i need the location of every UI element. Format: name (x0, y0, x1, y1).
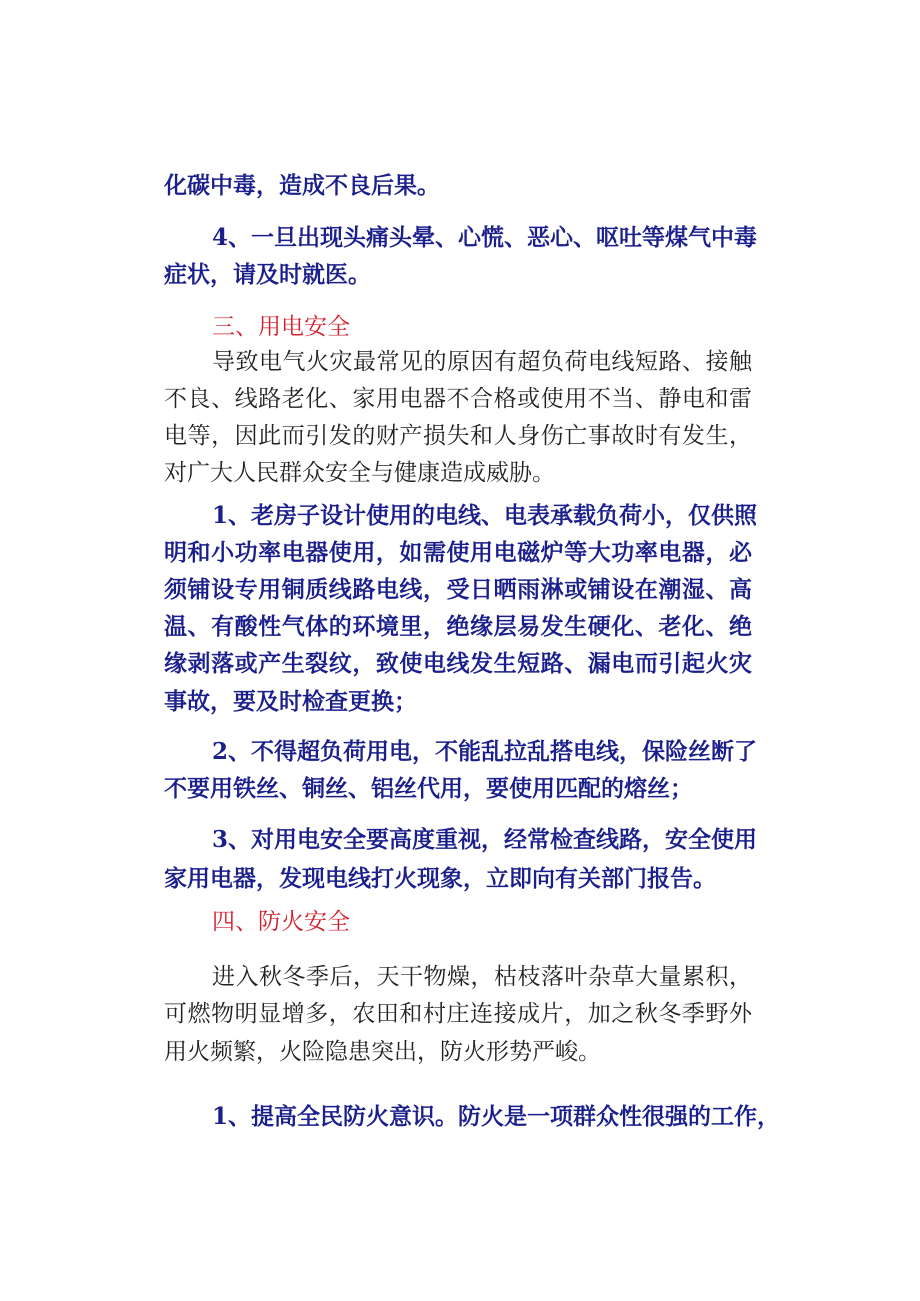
paragraph-line: 化碳中毒，造成不良后果。 (164, 172, 440, 199)
paragraph-line: 明和小功率电器使用，如需使用电磁炉等大功率电器，必 (164, 539, 752, 566)
paragraph-line: 缘剥落或产生裂纹，致使电线发生短路、漏电而引起火灾 (164, 650, 752, 677)
paragraph-line: 事故，要及时检查更换； (164, 688, 417, 715)
paragraph-line: 症状，请及时就医。 (164, 261, 371, 288)
paragraph-line: 家用电器，发现电线打火现象，立即向有关部门报告。 (164, 865, 716, 892)
paragraph-line: 1、老房子设计使用的电线、电表承载负荷小，仅供照 (212, 502, 758, 529)
section-heading: 四、防火安全 (212, 909, 350, 935)
paragraph-line: 3、对用电安全要高度重视，经常检查线路，安全使用 (212, 826, 758, 853)
paragraph-line: 进入秋冬季后，天干物燥，枯枝落叶杂草大量累积， (212, 964, 752, 990)
paragraph-line: 对广大人民群众安全与健康造成威胁。 (164, 460, 555, 486)
paragraph-line: 用火频繁，火险隐患突出，防火形势严峻。 (164, 1039, 601, 1065)
paragraph-line: 须铺设专用铜质线路电线，受日晒雨淋或铺设在潮湿、高 (164, 576, 752, 603)
paragraph-line: 温、有酸性气体的环境里，绝缘层易发生硬化、老化、绝 (164, 613, 752, 640)
paragraph-line: 4、一旦出现头痛头晕、心慌、恶心、呕吐等煤气中毒 (212, 224, 758, 251)
paragraph-line: 2、不得超负荷用电，不能乱拉乱搭电线，保险丝断了 (212, 738, 758, 765)
paragraph-line: 可燃物明显增多，农田和村庄连接成片，加之秋冬季野外 (164, 1001, 752, 1027)
section-heading: 三、用电安全 (212, 314, 350, 340)
paragraph-line: 不良、线路老化、家用电器不合格或使用不当、静电和雷 (164, 386, 752, 412)
paragraph-line: 1、提高全民防火意识。防火是一项群众性很强的工作， (212, 1103, 781, 1130)
paragraph-line: 不要用铁丝、铜丝、铝丝代用，要使用匹配的熔丝； (164, 775, 693, 802)
paragraph-line: 导致电气火灾最常见的原因有超负荷电线短路、接触 (212, 349, 752, 375)
paragraph-line: 电等，因此而引发的财产损失和人身伤亡事故时有发生， (164, 423, 752, 449)
